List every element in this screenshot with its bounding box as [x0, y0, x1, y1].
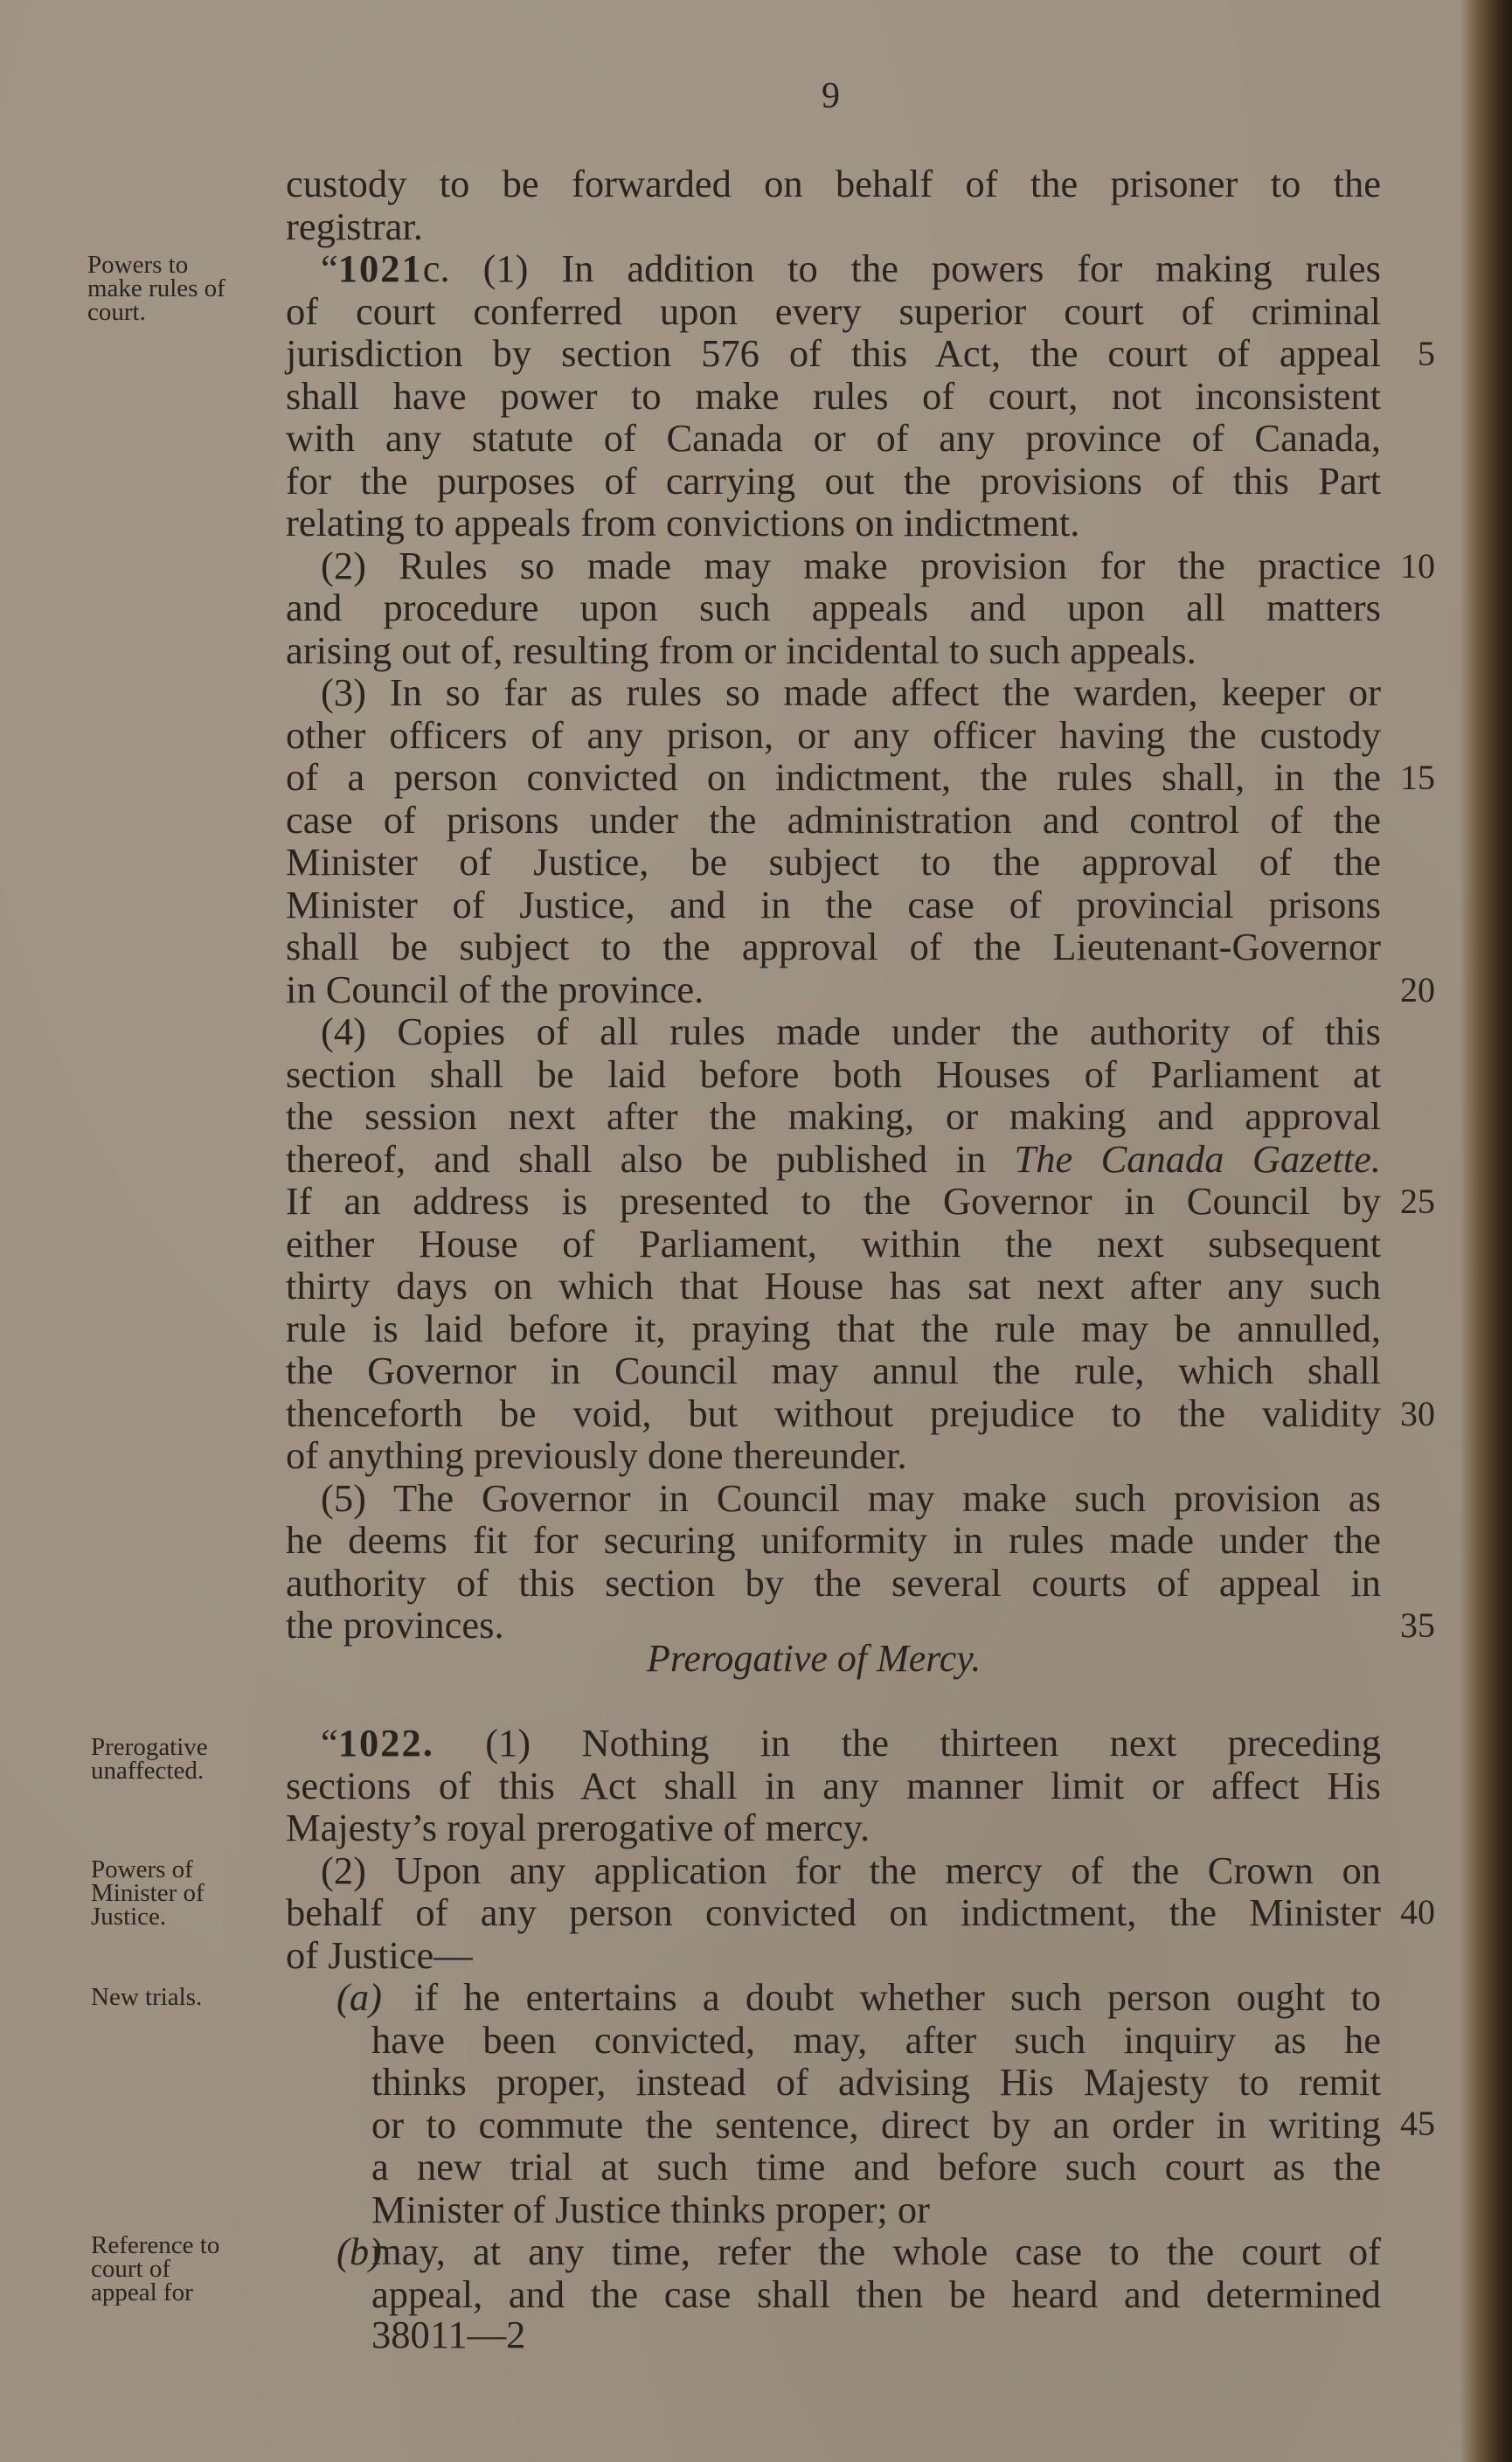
text-line: (3) In so far as rules so made affect the warden, keeper or — [321, 670, 1381, 714]
margin-note-line: unaffected. — [91, 1757, 205, 1785]
text-line: in Council of the province. — [286, 967, 704, 1011]
margin-note-line: make rules of — [87, 274, 225, 302]
line-number: 10 — [1400, 546, 1435, 586]
text-line: the provinces. — [286, 1603, 504, 1647]
text-line: the session next after the making, or making and approval — [286, 1094, 1381, 1138]
text-line: for the purposes of carrying out the provisions of this Part — [286, 458, 1381, 503]
line-number: 45 — [1400, 2104, 1435, 2143]
text-line: of court conferred upon every superior court of criminal — [286, 288, 1381, 333]
book-spine-shadow — [1460, 0, 1512, 2462]
text-line: registrar. — [286, 204, 423, 248]
margin-note-line: New trials. — [91, 1983, 203, 2011]
text-line: case of prisons under the administration and control of the — [286, 797, 1381, 842]
margin-note-prerogative — [91, 1733, 283, 1785]
margin-note-line: Prerogative — [91, 1733, 208, 1761]
text-line — [286, 1138, 1381, 1181]
text-line: with any statute of Canada or of any province of Canada, — [286, 416, 1381, 460]
text-line: jurisdiction by section 576 of this Act, the court of appeal — [286, 331, 1381, 375]
text-line: rule is laid before it, praying that the rule may be annulled, — [286, 1306, 1381, 1350]
margin-note-line: appeal for — [91, 2278, 193, 2306]
text-line: authority of this section by the several courts of appeal in — [286, 1560, 1381, 1605]
margin-note-line: Justice. — [91, 1903, 167, 1931]
text-line: sections of this Act shall in any manner limit or affect His — [286, 1763, 1381, 1807]
margin-note-powers-rules — [87, 253, 280, 324]
text-line: have been convicted, may, after such inquiry as he — [371, 2017, 1381, 2062]
text-line: Minister of Justice, and in the case of provincial prisons — [286, 882, 1381, 926]
text-line: custody to be forwarded on behalf of the prisoner to the — [286, 162, 1381, 205]
text-line — [286, 1722, 1381, 1765]
section-suffix: c. — [422, 246, 450, 290]
text-line: thirty days on which that House has sat next after any such — [286, 1264, 1381, 1307]
text-line: Minister of Justice thinks proper; or — [371, 2187, 930, 2231]
text-line: either House of Parliament, within the next subsequent — [286, 1221, 1381, 1266]
text-line: arising out of, resulting from or incidental to such appeals. — [286, 628, 1196, 672]
line-number: 35 — [1400, 1606, 1435, 1645]
text-line: he deems fit for securing uniformity in rules made under the — [286, 1518, 1381, 1562]
text-line: If an address is presented to the Governor in Council by — [286, 1179, 1381, 1223]
page-number: 9 — [822, 76, 840, 116]
text-line: (2) Rules so made may make provision for the practice — [321, 543, 1381, 587]
paragraph-b-label: (b) — [336, 2230, 382, 2273]
paragraph-a-label: (a) — [336, 1975, 382, 2019]
text-line: a new trial at such time and before such court as the — [371, 2145, 1381, 2188]
text-line: of a person convicted on indictment, the rules shall, in the — [286, 755, 1381, 799]
text-line: shall be subject to the approval of the Lieutenant-Governor — [286, 925, 1381, 968]
margin-note-line: court. — [87, 298, 146, 326]
quote-mark: “ — [321, 246, 338, 290]
quote-mark: “ — [321, 1721, 338, 1765]
text-line: Majesty’s royal prerogative of mercy. — [286, 1806, 870, 1849]
line-number: 15 — [1400, 758, 1435, 797]
margin-note-line: Powers of — [91, 1855, 193, 1883]
text-line: relating to appeals from convictions on indictment. — [286, 501, 1080, 544]
text-line: thenceforth be void, but without prejudice to the validity — [286, 1391, 1381, 1435]
line-number: 30 — [1400, 1394, 1435, 1433]
text-line: (5) The Governor in Council may make such provision as — [321, 1475, 1381, 1520]
section-heading: Prerogative of Mercy. — [647, 1637, 981, 1680]
section-number: 1021 — [337, 246, 423, 290]
text-fragment: thereof, and shall also be published in — [286, 1136, 1015, 1181]
gazette-title: The Canada Gazette. — [1014, 1136, 1381, 1181]
printer-signature: 38011—2 — [371, 2313, 526, 2356]
text-line: behalf of any person convicted on indictment, the Minister — [286, 1890, 1381, 1934]
margin-note-reference — [91, 2231, 283, 2306]
margin-note-line: Minister of — [91, 1879, 205, 1907]
text-line: shall have power to make rules of court, not inconsistent — [286, 373, 1381, 418]
text-line: other officers of any prison, or any officer having the custody — [286, 712, 1381, 757]
text-line: (2) Upon any application for the mercy of the Crown on — [321, 1848, 1381, 1892]
line-number: 25 — [1400, 1182, 1435, 1221]
paragraph-label — [336, 1976, 389, 2019]
text-line: Minister of Justice, be subject to the approval of the — [286, 840, 1381, 884]
section-number: 1022. — [337, 1721, 434, 1765]
margin-note-line: Powers to — [87, 251, 189, 279]
margin-note-minister-powers — [91, 1855, 283, 1931]
body-text-section-1022 — [286, 1722, 1381, 1976]
text-line: appeal, and the case shall then be heard and determined — [371, 2271, 1381, 2316]
text-line: the Governor in Council may annul the rule, which shall — [286, 1349, 1381, 1392]
text-line: section shall be laid before both Houses of Parliament at — [286, 1051, 1381, 1096]
text-line: of Justice— — [286, 1932, 473, 1977]
line-number: 5 — [1418, 334, 1435, 373]
text-line: may, at any time, refer the whole case to the court of — [371, 2230, 1381, 2273]
text-fragment: (1) In addition to the powers for making rules — [449, 246, 1381, 290]
text-line — [286, 247, 1381, 290]
text-line: or to commute the sentence, direct by an order in writing — [371, 2102, 1381, 2146]
text-line: (4) Copies of all rules made under the authority of this — [321, 1009, 1381, 1053]
line-number: 20 — [1400, 970, 1435, 1009]
text-fragment: (1) Nothing in the thirteen next preceding — [433, 1721, 1381, 1765]
body-text-section-1021c — [286, 163, 1381, 1647]
margin-note-new-trials — [91, 1983, 283, 2011]
line-number: 40 — [1400, 1892, 1435, 1931]
margin-note-line: Reference to — [91, 2231, 220, 2259]
text-line: and procedure upon such appeals and upon all matters — [286, 586, 1381, 629]
text-line: of anything previously done thereunder. — [286, 1433, 907, 1477]
text-line: if he entertains a doubt whether such person ought to — [414, 1975, 1381, 2019]
margin-note-line: court of — [91, 2255, 170, 2283]
text-line: thinks proper, instead of advising His Majesty to remit — [371, 2060, 1381, 2104]
